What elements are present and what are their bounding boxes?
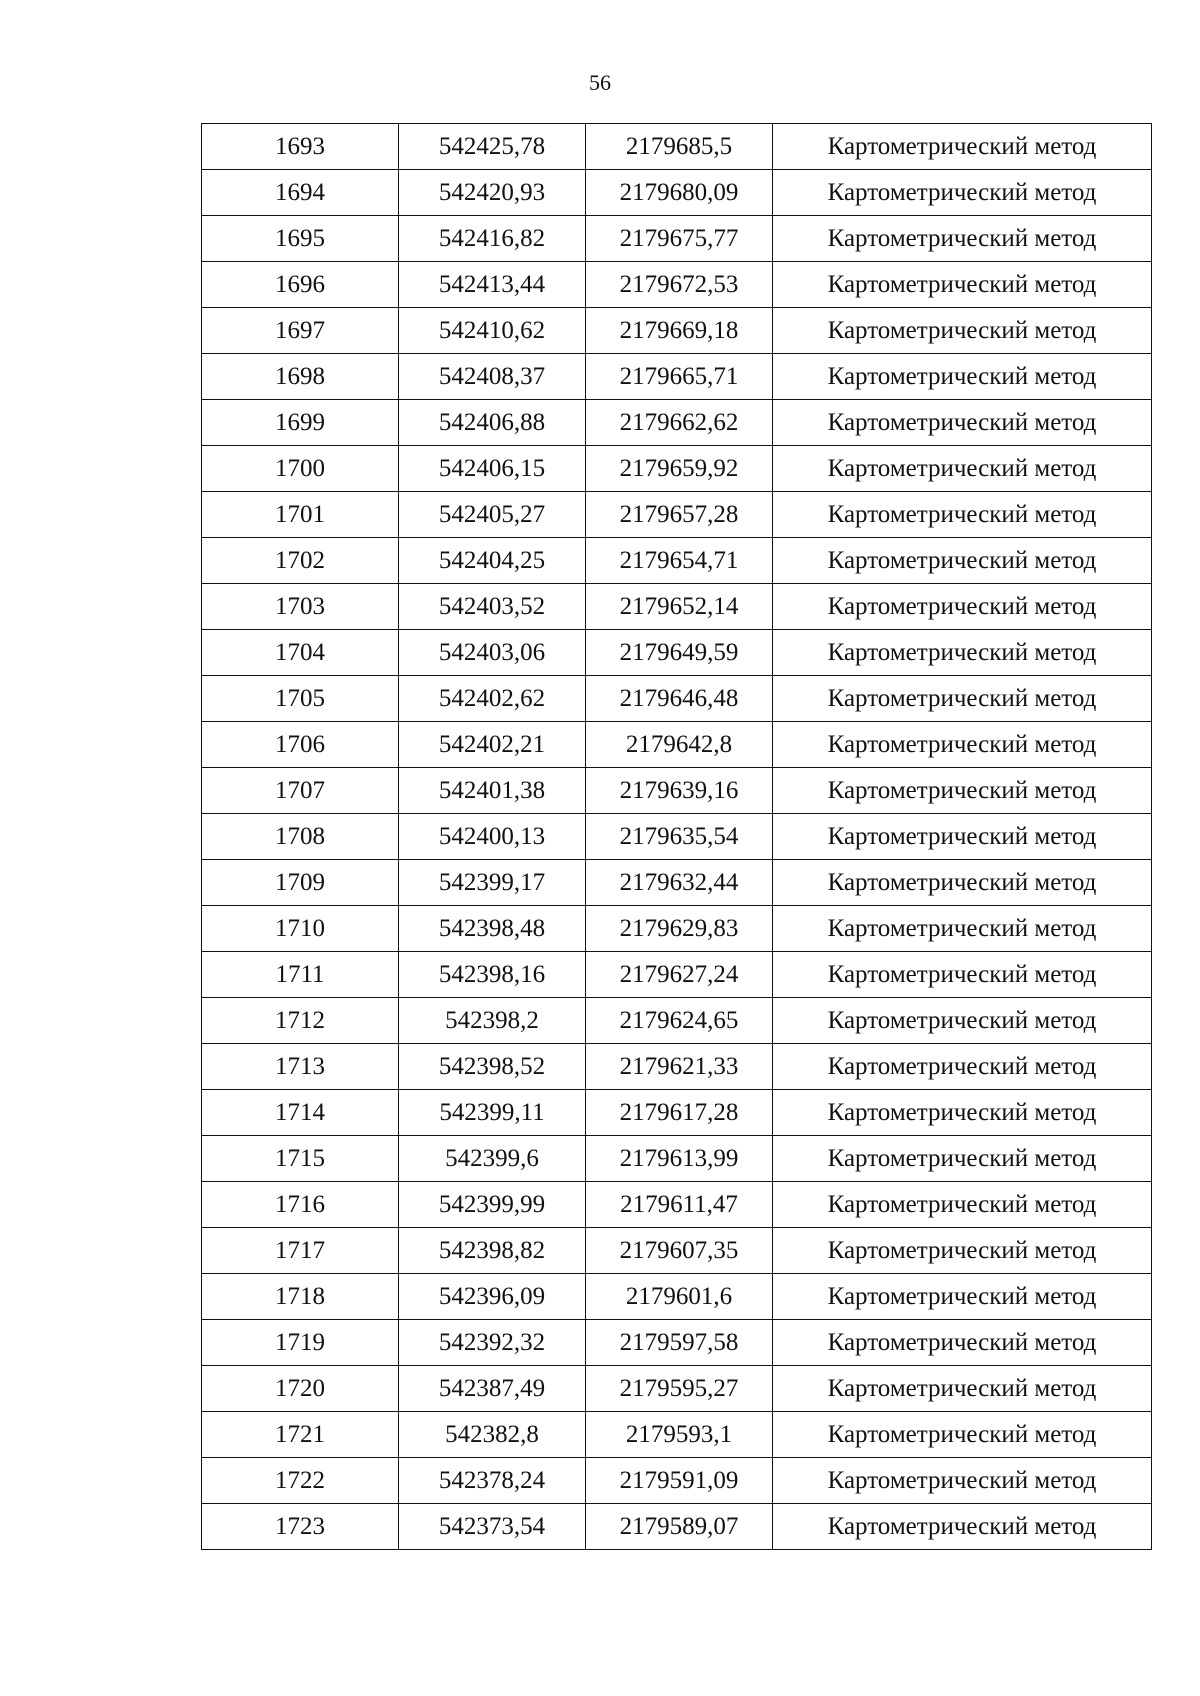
- x-coordinate-cell: 542398,16: [399, 952, 586, 998]
- x-coordinate-cell: 542403,06: [399, 630, 586, 676]
- coordinates-table-body: [202, 124, 1152, 1550]
- table-row: [202, 768, 1152, 814]
- y-coordinate-cell: 2179621,33: [586, 1044, 773, 1090]
- y-coordinate-cell: 2179659,92: [586, 446, 773, 492]
- y-coordinate-cell: 2179632,44: [586, 860, 773, 906]
- method-cell: Картометрический метод: [773, 124, 1152, 170]
- method-cell: Картометрический метод: [773, 1412, 1152, 1458]
- y-coordinate-cell: 2179672,53: [586, 262, 773, 308]
- table-row: [202, 1504, 1152, 1550]
- table-row: [202, 1458, 1152, 1504]
- table-row: [202, 1274, 1152, 1320]
- point-number-cell: 1708: [202, 814, 399, 860]
- table-row: [202, 124, 1152, 170]
- method-cell: Картометрический метод: [773, 1090, 1152, 1136]
- method-cell: Картометрический метод: [773, 354, 1152, 400]
- page-number: 56: [589, 70, 611, 95]
- y-coordinate-cell: 2179611,47: [586, 1182, 773, 1228]
- method-cell: Картометрический метод: [773, 998, 1152, 1044]
- point-number-cell: 1702: [202, 538, 399, 584]
- x-coordinate-cell: 542408,37: [399, 354, 586, 400]
- table-row: [202, 860, 1152, 906]
- point-number-cell: 1704: [202, 630, 399, 676]
- point-number-cell: 1718: [202, 1274, 399, 1320]
- y-coordinate-cell: 2179685,5: [586, 124, 773, 170]
- y-coordinate-cell: 2179635,54: [586, 814, 773, 860]
- y-coordinate-cell: 2179665,71: [586, 354, 773, 400]
- point-number-cell: 1710: [202, 906, 399, 952]
- y-coordinate-cell: 2179627,24: [586, 952, 773, 998]
- x-coordinate-cell: 542425,78: [399, 124, 586, 170]
- point-number-cell: 1693: [202, 124, 399, 170]
- x-coordinate-cell: 542402,21: [399, 722, 586, 768]
- y-coordinate-cell: 2179652,14: [586, 584, 773, 630]
- point-number-cell: 1711: [202, 952, 399, 998]
- method-cell: Картометрический метод: [773, 630, 1152, 676]
- table-row: [202, 170, 1152, 216]
- method-cell: Картометрический метод: [773, 170, 1152, 216]
- x-coordinate-cell: 542399,11: [399, 1090, 586, 1136]
- table-row: [202, 952, 1152, 998]
- method-cell: Картометрический метод: [773, 1044, 1152, 1090]
- x-coordinate-cell: 542398,52: [399, 1044, 586, 1090]
- method-cell: Картометрический метод: [773, 1274, 1152, 1320]
- point-number-cell: 1721: [202, 1412, 399, 1458]
- method-cell: Картометрический метод: [773, 768, 1152, 814]
- x-coordinate-cell: 542387,49: [399, 1366, 586, 1412]
- x-coordinate-cell: 542373,54: [399, 1504, 586, 1550]
- table-row: [202, 998, 1152, 1044]
- table-row: [202, 1136, 1152, 1182]
- coordinates-table: [201, 123, 1152, 1550]
- y-coordinate-cell: 2179675,77: [586, 216, 773, 262]
- table-row: [202, 1044, 1152, 1090]
- x-coordinate-cell: 542398,82: [399, 1228, 586, 1274]
- table-row: [202, 1182, 1152, 1228]
- y-coordinate-cell: 2179662,62: [586, 400, 773, 446]
- y-coordinate-cell: 2179591,09: [586, 1458, 773, 1504]
- table-row: [202, 308, 1152, 354]
- method-cell: Картометрический метод: [773, 308, 1152, 354]
- table-row: [202, 584, 1152, 630]
- x-coordinate-cell: 542392,32: [399, 1320, 586, 1366]
- table-row: [202, 1320, 1152, 1366]
- table-row: [202, 446, 1152, 492]
- method-cell: Картометрический метод: [773, 1136, 1152, 1182]
- x-coordinate-cell: 542378,24: [399, 1458, 586, 1504]
- point-number-cell: 1709: [202, 860, 399, 906]
- point-number-cell: 1720: [202, 1366, 399, 1412]
- x-coordinate-cell: 542398,48: [399, 906, 586, 952]
- point-number-cell: 1717: [202, 1228, 399, 1274]
- y-coordinate-cell: 2179595,27: [586, 1366, 773, 1412]
- method-cell: Картометрический метод: [773, 814, 1152, 860]
- table-row: [202, 216, 1152, 262]
- y-coordinate-cell: 2179617,28: [586, 1090, 773, 1136]
- point-number-cell: 1698: [202, 354, 399, 400]
- y-coordinate-cell: 2179654,71: [586, 538, 773, 584]
- method-cell: Картометрический метод: [773, 538, 1152, 584]
- table-row: [202, 262, 1152, 308]
- point-number-cell: 1697: [202, 308, 399, 354]
- x-coordinate-cell: 542399,99: [399, 1182, 586, 1228]
- table-row: [202, 722, 1152, 768]
- point-number-cell: 1706: [202, 722, 399, 768]
- table-row: [202, 1366, 1152, 1412]
- x-coordinate-cell: 542410,62: [399, 308, 586, 354]
- point-number-cell: 1699: [202, 400, 399, 446]
- method-cell: Картометрический метод: [773, 1366, 1152, 1412]
- x-coordinate-cell: 542416,82: [399, 216, 586, 262]
- method-cell: Картометрический метод: [773, 676, 1152, 722]
- y-coordinate-cell: 2179642,8: [586, 722, 773, 768]
- point-number-cell: 1712: [202, 998, 399, 1044]
- method-cell: Картометрический метод: [773, 1320, 1152, 1366]
- x-coordinate-cell: 542401,38: [399, 768, 586, 814]
- x-coordinate-cell: 542399,17: [399, 860, 586, 906]
- point-number-cell: 1723: [202, 1504, 399, 1550]
- table-row: [202, 400, 1152, 446]
- y-coordinate-cell: 2179601,6: [586, 1274, 773, 1320]
- x-coordinate-cell: 542404,25: [399, 538, 586, 584]
- x-coordinate-cell: 542399,6: [399, 1136, 586, 1182]
- y-coordinate-cell: 2179589,07: [586, 1504, 773, 1550]
- y-coordinate-cell: 2179649,59: [586, 630, 773, 676]
- y-coordinate-cell: 2179646,48: [586, 676, 773, 722]
- y-coordinate-cell: 2179680,09: [586, 170, 773, 216]
- y-coordinate-cell: 2179629,83: [586, 906, 773, 952]
- method-cell: Картометрический метод: [773, 906, 1152, 952]
- table-row: [202, 906, 1152, 952]
- x-coordinate-cell: 542405,27: [399, 492, 586, 538]
- x-coordinate-cell: 542382,8: [399, 1412, 586, 1458]
- x-coordinate-cell: 542403,52: [399, 584, 586, 630]
- y-coordinate-cell: 2179624,65: [586, 998, 773, 1044]
- table-row: [202, 1228, 1152, 1274]
- y-coordinate-cell: 2179613,99: [586, 1136, 773, 1182]
- point-number-cell: 1705: [202, 676, 399, 722]
- y-coordinate-cell: 2179607,35: [586, 1228, 773, 1274]
- method-cell: Картометрический метод: [773, 860, 1152, 906]
- x-coordinate-cell: 542406,88: [399, 400, 586, 446]
- method-cell: Картометрический метод: [773, 722, 1152, 768]
- method-cell: Картометрический метод: [773, 492, 1152, 538]
- point-number-cell: 1715: [202, 1136, 399, 1182]
- table-row: [202, 538, 1152, 584]
- table-row: [202, 630, 1152, 676]
- y-coordinate-cell: 2179639,16: [586, 768, 773, 814]
- method-cell: Картометрический метод: [773, 1504, 1152, 1550]
- table-row: [202, 492, 1152, 538]
- point-number-cell: 1714: [202, 1090, 399, 1136]
- y-coordinate-cell: 2179669,18: [586, 308, 773, 354]
- method-cell: Картометрический метод: [773, 1228, 1152, 1274]
- method-cell: Картометрический метод: [773, 400, 1152, 446]
- method-cell: Картометрический метод: [773, 1182, 1152, 1228]
- method-cell: Картометрический метод: [773, 262, 1152, 308]
- method-cell: Картометрический метод: [773, 952, 1152, 998]
- x-coordinate-cell: 542400,13: [399, 814, 586, 860]
- y-coordinate-cell: 2179657,28: [586, 492, 773, 538]
- method-cell: Картометрический метод: [773, 584, 1152, 630]
- point-number-cell: 1722: [202, 1458, 399, 1504]
- point-number-cell: 1700: [202, 446, 399, 492]
- table-row: [202, 354, 1152, 400]
- table-row: [202, 676, 1152, 722]
- method-cell: Картометрический метод: [773, 446, 1152, 492]
- x-coordinate-cell: 542396,09: [399, 1274, 586, 1320]
- method-cell: Картометрический метод: [773, 216, 1152, 262]
- x-coordinate-cell: 542406,15: [399, 446, 586, 492]
- table-row: [202, 1412, 1152, 1458]
- x-coordinate-cell: 542402,62: [399, 676, 586, 722]
- point-number-cell: 1703: [202, 584, 399, 630]
- point-number-cell: 1719: [202, 1320, 399, 1366]
- point-number-cell: 1713: [202, 1044, 399, 1090]
- point-number-cell: 1695: [202, 216, 399, 262]
- table-row: [202, 814, 1152, 860]
- point-number-cell: 1696: [202, 262, 399, 308]
- table-row: [202, 1090, 1152, 1136]
- x-coordinate-cell: 542398,2: [399, 998, 586, 1044]
- x-coordinate-cell: 542420,93: [399, 170, 586, 216]
- point-number-cell: 1694: [202, 170, 399, 216]
- y-coordinate-cell: 2179597,58: [586, 1320, 773, 1366]
- point-number-cell: 1701: [202, 492, 399, 538]
- point-number-cell: 1716: [202, 1182, 399, 1228]
- method-cell: Картометрический метод: [773, 1458, 1152, 1504]
- x-coordinate-cell: 542413,44: [399, 262, 586, 308]
- y-coordinate-cell: 2179593,1: [586, 1412, 773, 1458]
- point-number-cell: 1707: [202, 768, 399, 814]
